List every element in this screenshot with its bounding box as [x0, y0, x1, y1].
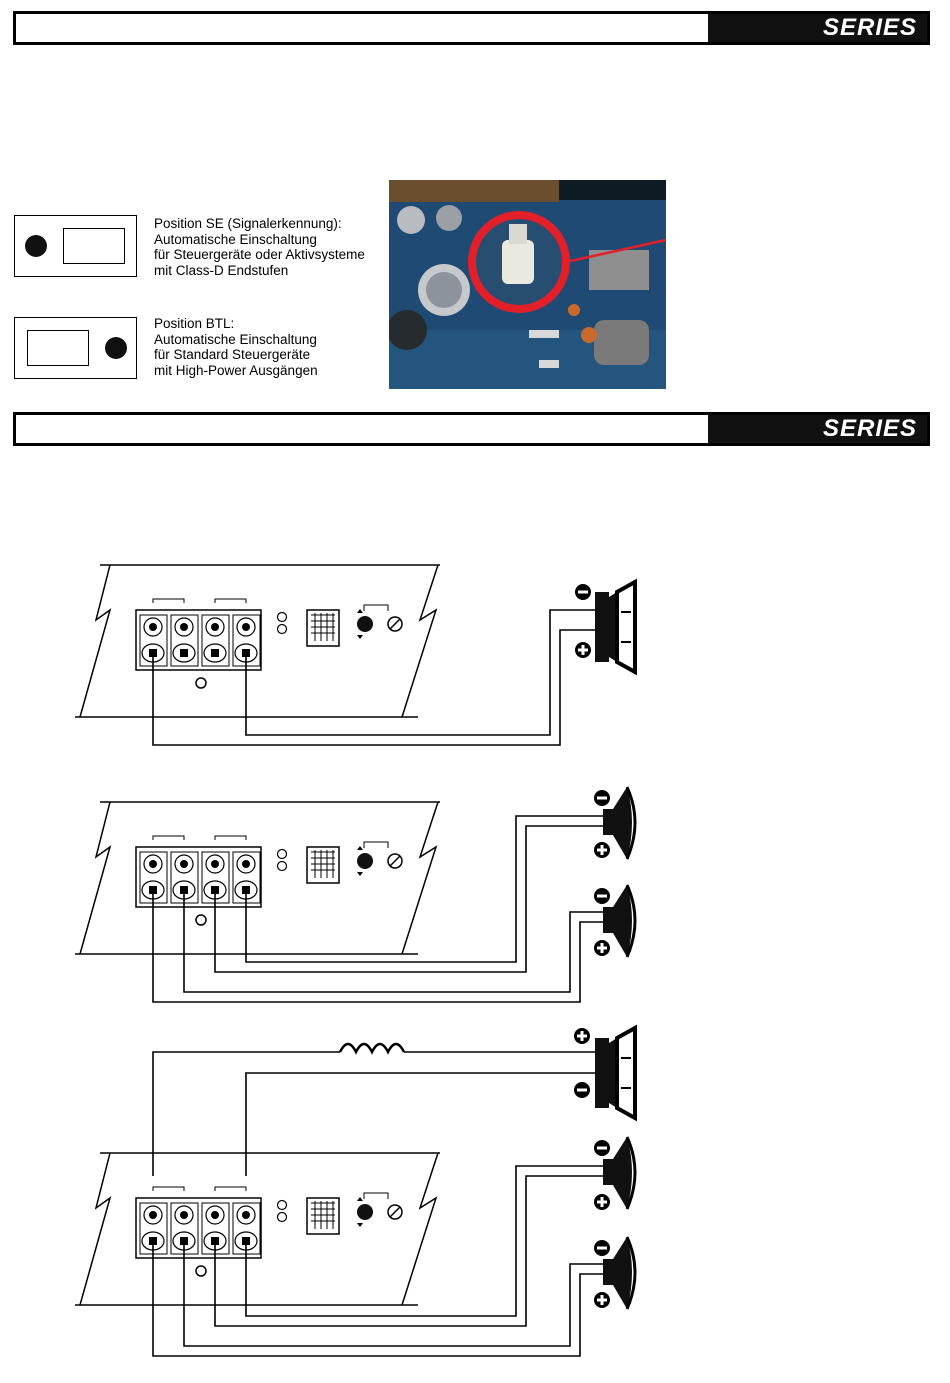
- plus-terminal-icon: [594, 940, 610, 956]
- subwoofer-speaker-3: [595, 1028, 635, 1118]
- minus-terminal-icon: [594, 1240, 610, 1256]
- speaker-wires-2: [153, 816, 603, 1002]
- plus-terminal-icon: [575, 642, 591, 658]
- position-btl-line: für Standard Steuergeräte: [154, 347, 311, 362]
- amplifier-diagram-2: [75, 802, 440, 954]
- position-se-line: für Steuergeräte oder Aktivsysteme: [154, 247, 365, 262]
- position-btl-line: mit High-Power Ausgängen: [154, 362, 318, 378]
- minus-terminal-icon: [594, 790, 610, 806]
- minus-terminal-icon: [575, 584, 591, 600]
- position-btl-title: Position BTL:: [154, 316, 235, 331]
- position-se-title: Position SE (Signalerkennung):: [154, 216, 342, 231]
- minus-terminal-icon: [594, 888, 610, 904]
- position-btl-line: Automatische Einschaltung: [154, 331, 317, 347]
- plus-terminal-icon: [574, 1028, 590, 1044]
- position-se-line: mit Class-D Endstufen: [154, 262, 289, 278]
- minus-terminal-icon: [574, 1082, 590, 1098]
- series-logo: SERIES: [708, 415, 927, 443]
- plus-terminal-icon: [594, 1292, 610, 1308]
- position-se-line: Automatische Einschaltung: [154, 231, 317, 247]
- plus-terminal-icon: [594, 1194, 610, 1210]
- amplifier-diagram-1: [75, 565, 440, 717]
- amplifier-diagram-3: [75, 1153, 440, 1305]
- minus-terminal-icon: [594, 1140, 610, 1156]
- series-logo: SERIES: [708, 14, 927, 42]
- speaker-wires-3: [153, 1166, 603, 1356]
- coil-wires: [153, 1044, 595, 1176]
- plus-terminal-icon: [594, 842, 610, 858]
- subwoofer-speaker-1: [595, 582, 635, 672]
